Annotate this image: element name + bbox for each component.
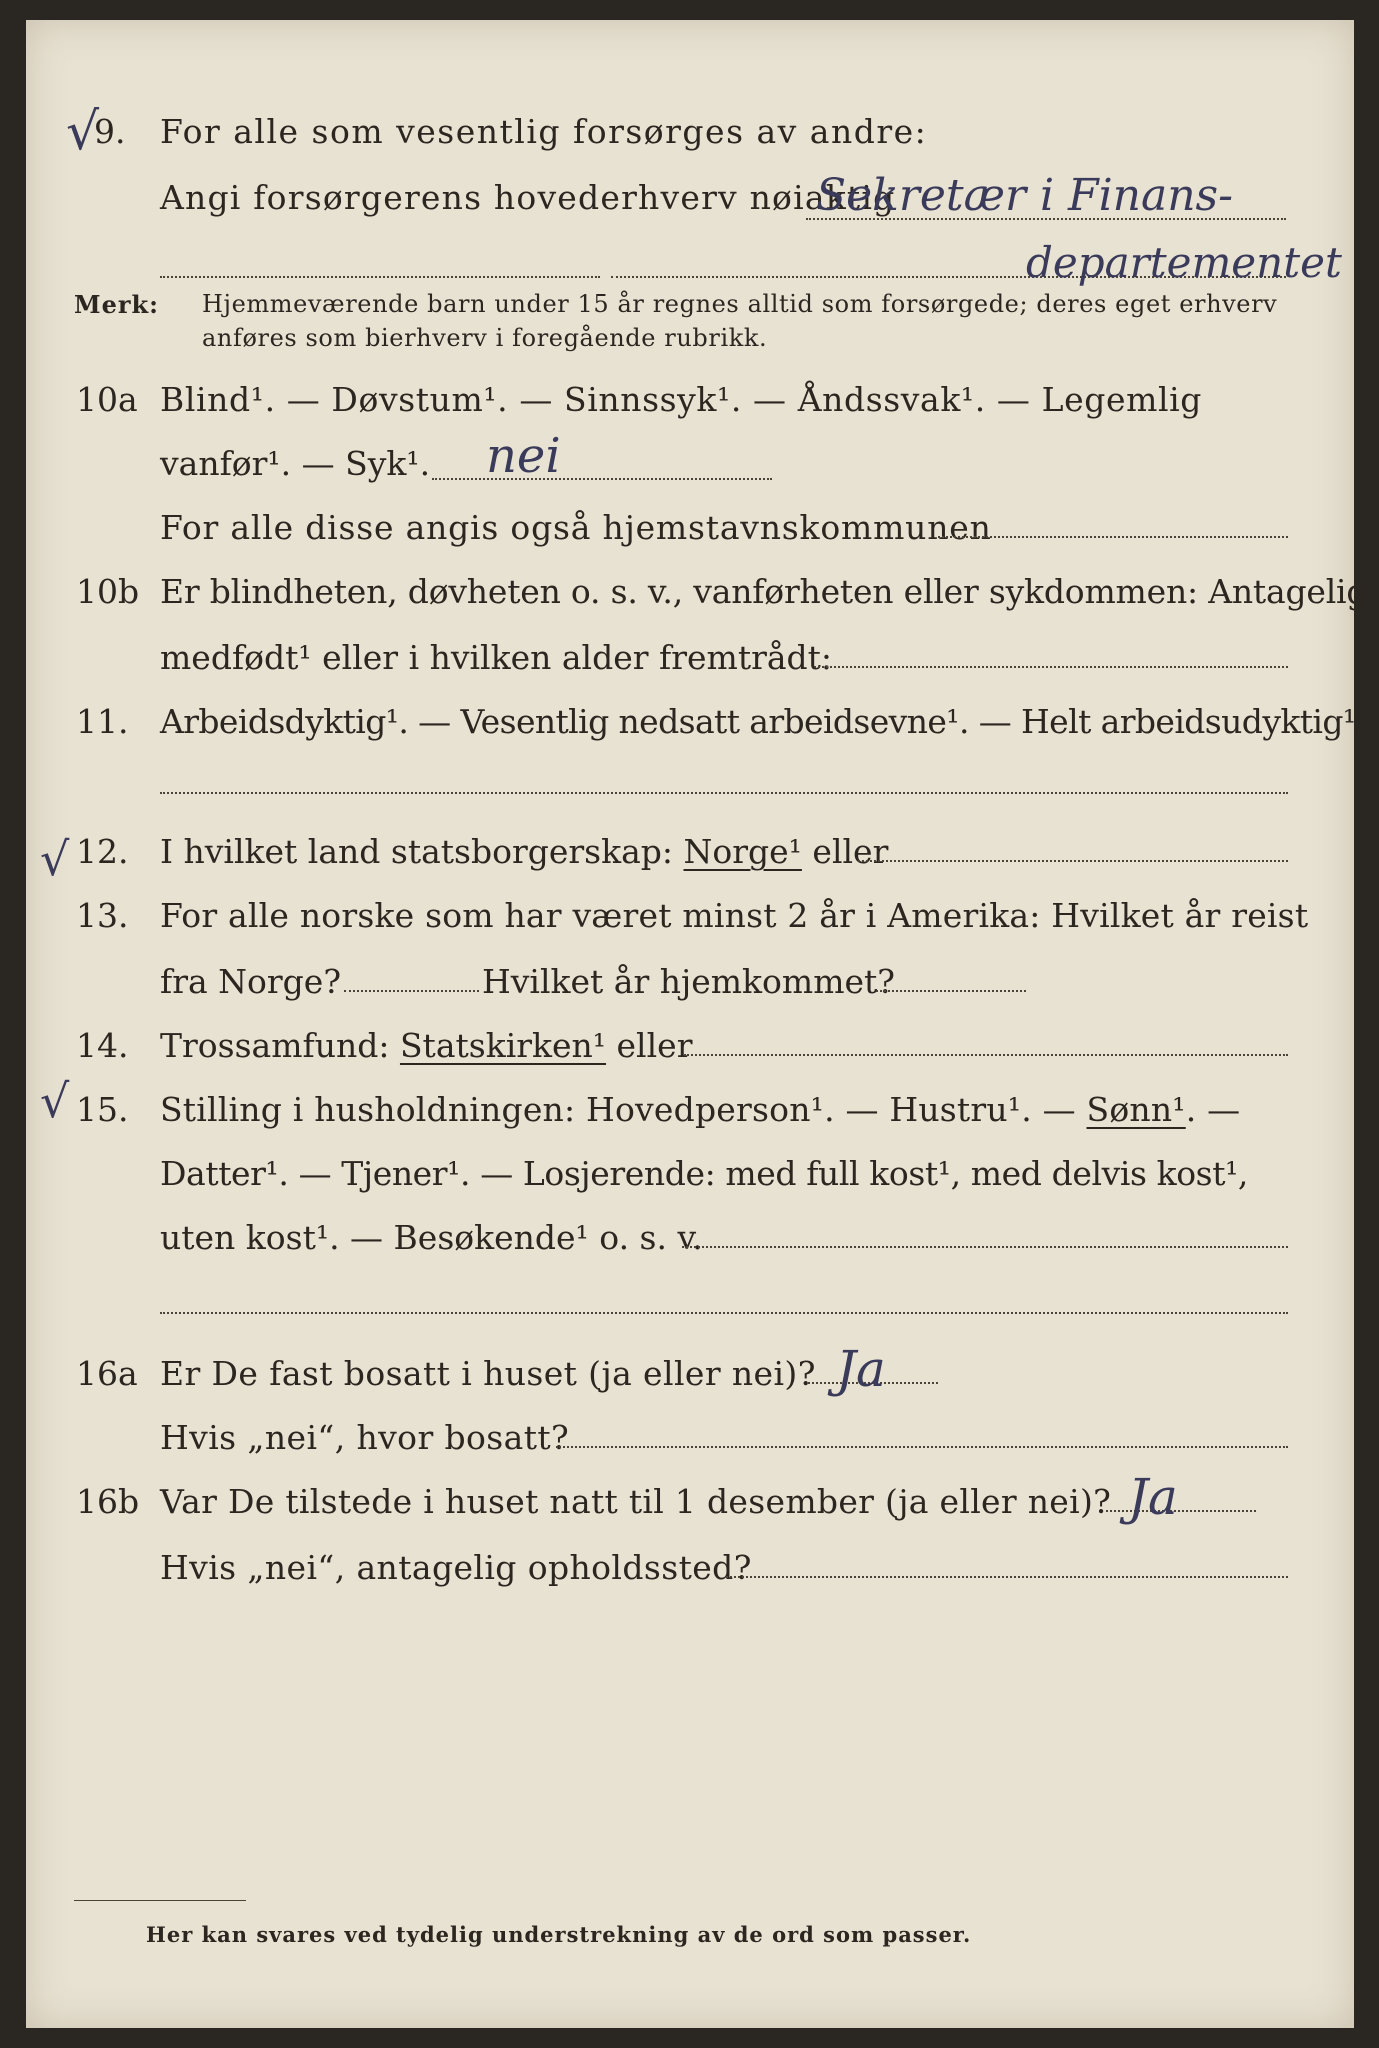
q15-answer-sonn: Sønn¹ <box>1086 1090 1186 1129</box>
q12-answer-norge: Norge¹ <box>683 832 802 871</box>
q10a-line3: For alle disse angis også hjemstavnskommunen <box>160 508 992 547</box>
q15-line1-text: Stilling i husholdningen: Hovedperson¹. — Hustru¹. — <box>160 1090 1076 1129</box>
q13-line2a: fra Norge? <box>160 962 342 1001</box>
footnote: Her kan svares ved tydelig understrekning av de ord som passer. <box>146 1922 972 1947</box>
q13-line1: For alle norske som har været minst 2 år i Amerika: Hvilket år reist <box>160 896 1309 935</box>
q16b-number: 16b <box>76 1482 140 1521</box>
q10a-line1: Blind¹. — Døvstum¹. — Sinnssyk¹. — Åndssvak¹. — Legemlig <box>160 380 1203 419</box>
q9-line2: Angi forsørgerens hovederhverv nøiaktig <box>160 178 896 217</box>
q15-answer-line2 <box>160 1312 1288 1314</box>
q16b-location-line <box>726 1576 1288 1578</box>
q12-question: I hvilket land statsborgerskap: <box>160 832 674 871</box>
q14-number: 14. <box>76 1026 129 1065</box>
q10a-answer: nei <box>486 428 561 484</box>
q15-line1-end: . — <box>1185 1090 1241 1129</box>
q10b-line2: medfødt¹ eller i hvilken alder fremtrådt: <box>160 638 833 677</box>
q11-number: 11. <box>76 702 129 741</box>
q9-check-mark: √ <box>66 102 100 162</box>
q12-number: 12. <box>76 832 129 871</box>
merk-line2: anføres som bierhverv i foregående rubrikk. <box>202 324 768 352</box>
footnote-rule <box>74 1900 246 1901</box>
q11-answer-line <box>160 792 1288 794</box>
q14-answer-line <box>684 1054 1288 1056</box>
q16a-line2: Hvis „nei“, hvor bosatt? <box>160 1418 570 1457</box>
q16a-answer: Ja <box>836 1340 886 1398</box>
q14-question: Trossamfund: <box>160 1026 390 1065</box>
q10b-line1: Er blindheten, døvheten o. s. v., vanførheten eller sykdommen: Antagelig <box>160 572 1368 611</box>
q15-number: 15. <box>76 1090 129 1129</box>
q13-line2b: Hvilket år hjemkommet? <box>482 962 895 1001</box>
q9-answer-1: Sekretær i Finans- <box>816 170 1233 221</box>
q16b-answer: Ja <box>1128 1468 1178 1526</box>
q10a-answer-line <box>432 478 772 480</box>
q15-check-mark: √ <box>40 1074 70 1128</box>
q15-answer-line1 <box>682 1246 1288 1248</box>
q9-answer-2: departementet <box>1026 238 1342 287</box>
q9-number: 9. <box>94 112 126 151</box>
q10b-answer-line <box>814 666 1288 668</box>
q9-line1: For alle som vesentlig forsørges av andre: <box>160 112 928 151</box>
q13-return-line <box>876 990 1026 992</box>
q12-answer-line <box>858 860 1288 862</box>
q14-line <box>160 1026 692 1065</box>
q12-or: eller <box>812 832 889 871</box>
q10a-hometown-line <box>938 536 1288 538</box>
q14-or: eller <box>616 1026 693 1065</box>
q14-answer-statskirken: Statskirken¹ <box>399 1026 607 1065</box>
merk-line1: Hjemmeværende barn under 15 år regnes alltid som forsørgede; deres eget erhverv <box>202 290 1278 318</box>
q9-answer-line2a <box>160 276 600 278</box>
q12-line <box>160 832 888 871</box>
q16b-line2: Hvis „nei“, antagelig opholdssted? <box>160 1548 752 1587</box>
q10b-number: 10b <box>76 572 140 611</box>
merk-label: Merk: <box>74 290 159 319</box>
q11-line1: Arbeidsdyktig¹. — Vesentlig nedsatt arbeidsevne¹. — Helt arbeidsudyktig¹. <box>160 702 1366 741</box>
q16a-residence-line <box>556 1446 1288 1448</box>
q13-number: 13. <box>76 896 129 935</box>
q15-line1 <box>160 1090 1240 1129</box>
q16a-line1: Er De fast bosatt i huset (ja eller nei)? <box>160 1354 816 1393</box>
q10a-number: 10a <box>76 380 138 419</box>
q15-line3: uten kost¹. — Besøkende¹ o. s. v. <box>160 1218 703 1257</box>
q16a-number: 16a <box>76 1354 138 1393</box>
q13-departure-line <box>344 990 479 992</box>
q16b-line1: Var De tilstede i huset natt til 1 desember (ja eller nei)? <box>160 1482 1112 1521</box>
q10a-line2: vanfør¹. — Syk¹. <box>160 444 431 483</box>
q15-line2: Datter¹. — Tjener¹. — Losjerende: med full kost¹, med delvis kost¹, <box>160 1154 1248 1193</box>
q12-check-mark: √ <box>40 832 70 886</box>
census-form-page <box>26 20 1368 2028</box>
